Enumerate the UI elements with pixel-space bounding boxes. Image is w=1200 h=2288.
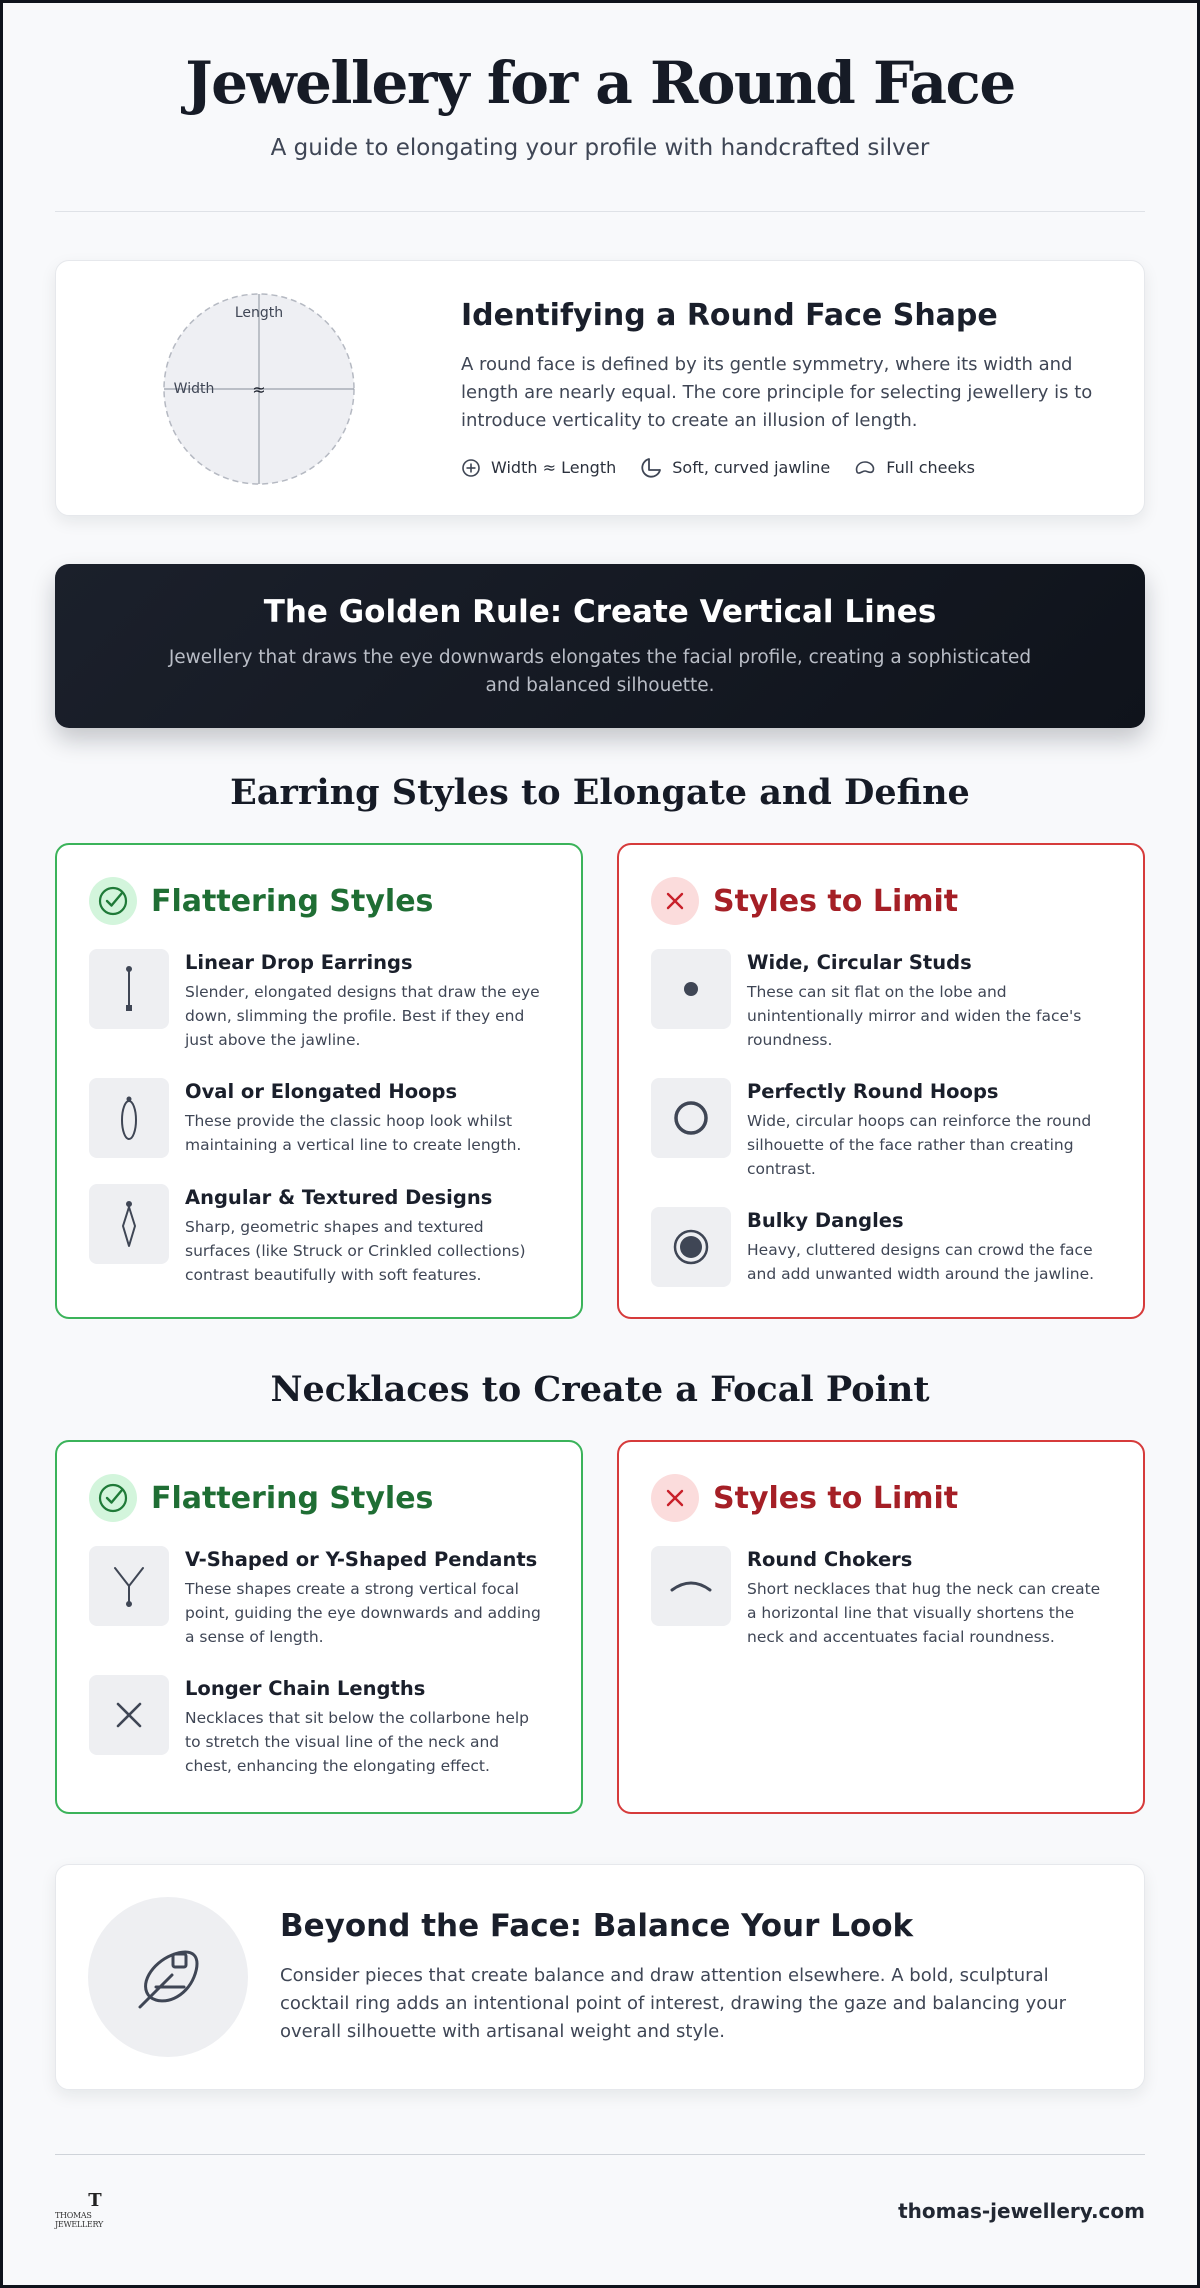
- angular-drop-icon: [89, 1184, 169, 1264]
- long-chain-icon: [89, 1675, 169, 1755]
- divider: [55, 211, 1145, 212]
- identify-title: Identifying a Round Face Shape: [461, 297, 998, 333]
- item-title: Longer Chain Lengths: [185, 1677, 426, 1700]
- item-title: Oval or Elongated Hoops: [185, 1080, 458, 1103]
- panel-header: [89, 877, 549, 925]
- necklaces-comparison: [55, 1440, 1145, 1814]
- face-diagram: [56, 261, 461, 515]
- website-link[interactable]: thomas-jewellery.com: [898, 2199, 1145, 2223]
- earrings-limit-panel: [617, 843, 1145, 1319]
- choker-icon: [651, 1546, 731, 1626]
- necklaces-section-title: Necklaces to Create a Focal Point: [270, 1369, 930, 1410]
- round-face-diagram: [56, 261, 461, 517]
- trait-label: Full cheeks: [886, 458, 975, 477]
- panel-heading: Flattering Styles: [151, 1480, 434, 1516]
- check-icon: [89, 877, 137, 925]
- earrings-comparison: [55, 843, 1145, 1319]
- list-item: [89, 1546, 549, 1649]
- golden-rule-body: Jewellery that draws the eye downwards elongates the facial profile, creating a sophisticated and balanced silhouette.: [168, 647, 1032, 696]
- trait-label: Soft, curved jawline: [672, 458, 831, 477]
- golden-rule-banner: [55, 564, 1145, 728]
- item-title: V-Shaped or Y-Shaped Pendants: [185, 1548, 538, 1571]
- plus-circle-icon: [461, 458, 481, 478]
- item-description: These provide the classic hoop look whilst maintaining a vertical line to create length.: [185, 1112, 522, 1154]
- item-description: Slender, elongated designs that draw the eye down, slimming the profile. Best if they end just above the jawline.: [185, 983, 540, 1049]
- panel-header: [651, 1474, 1111, 1522]
- identify-body: A round face is defined by its gentle symmetry, where its width and length are nearly equal. The core principle for selecting jewellery is to introduce verticality to create an illusion of length.: [461, 353, 1093, 431]
- y-pendant-icon: [89, 1546, 169, 1626]
- beyond-text: [280, 1908, 1112, 2046]
- list-item: [651, 1078, 1111, 1181]
- item-title: Round Chokers: [747, 1548, 913, 1571]
- item-title: Linear Drop Earrings: [185, 951, 413, 974]
- header: [55, 3, 1145, 161]
- trait-list: [461, 457, 1104, 479]
- oval-hoop-icon: [89, 1078, 169, 1158]
- earrings-flattering-panel: [55, 843, 583, 1319]
- item-description: Wide, circular hoops can reinforce the round silhouette of the face rather than creating contrast.: [747, 1112, 1092, 1178]
- item-description: Necklaces that sit below the collarbone help to stretch the visual line of the neck and chest, enhancing the elongating effect.: [185, 1709, 530, 1775]
- beyond-body: Consider pieces that create balance and draw attention elsewhere. A bold, sculptural cocktail ring adds an intentional point of interest, drawing the gaze and balancing your overall silhouette with artisanal weight and style.: [280, 1965, 1067, 2042]
- list-item: [89, 1184, 549, 1287]
- list-item: [89, 1675, 549, 1778]
- panel-header: [89, 1474, 549, 1522]
- item-title: Perfectly Round Hoops: [747, 1080, 999, 1103]
- jawline-icon: [640, 457, 662, 479]
- stud-icon: [651, 949, 731, 1029]
- page-subtitle: A guide to elongating your profile with handcrafted silver: [270, 135, 930, 161]
- item-description: Heavy, cluttered designs can crowd the face and add unwanted width around the jawline.: [747, 1241, 1095, 1283]
- list-item: [651, 1207, 1111, 1287]
- list-item: [89, 1078, 549, 1158]
- panel-heading: Styles to Limit: [713, 883, 959, 919]
- cheek-icon: [854, 460, 876, 476]
- item-description: Short necklaces that hug the neck can create a horizontal line that visually shortens the neck and accentuates facial roundness.: [747, 1580, 1101, 1646]
- identify-text: [461, 298, 1144, 479]
- ring-feather-icon: [88, 1897, 248, 2057]
- trait-label: Width ≈ Length: [491, 458, 617, 477]
- logo-mark: T: [88, 2190, 102, 2211]
- necklaces-flattering-panel: [55, 1440, 583, 1814]
- golden-rule-title: The Golden Rule: Create Vertical Lines: [263, 594, 937, 630]
- necklaces-limit-panel: [617, 1440, 1145, 1814]
- linear-drop-icon: [89, 949, 169, 1029]
- item-title: Wide, Circular Studs: [747, 951, 972, 974]
- trait-width-length: [461, 457, 616, 479]
- panel-heading: Styles to Limit: [713, 1480, 959, 1516]
- item-description: Sharp, geometric shapes and textured surfaces (like Struck or Crinkled collections) contrast beautifully with soft features.: [185, 1218, 526, 1284]
- list-item: [651, 949, 1111, 1052]
- item-description: These shapes create a strong vertical focal point, guiding the eye downwards and adding a sense of length.: [185, 1580, 541, 1646]
- trait-jawline: [640, 457, 830, 479]
- list-item: [89, 949, 549, 1052]
- footer: [55, 2190, 1145, 2229]
- trait-cheeks: [854, 457, 975, 479]
- earrings-section-title: Earring Styles to Elongate and Define: [230, 772, 970, 813]
- item-title: Angular & Textured Designs: [185, 1186, 493, 1209]
- cross-icon: [651, 1474, 699, 1522]
- identify-card: [55, 260, 1145, 516]
- list-item: [651, 1546, 1111, 1649]
- bulky-dangle-icon: [651, 1207, 731, 1287]
- check-icon: [89, 1474, 137, 1522]
- item-title: Bulky Dangles: [747, 1209, 904, 1232]
- beyond-card: [55, 1864, 1145, 2090]
- approx-label: ≈: [252, 380, 266, 399]
- logo-text: THOMAS JEWELLERY: [55, 2211, 103, 2229]
- beyond-title: Beyond the Face: Balance Your Look: [280, 1908, 914, 1944]
- brand-logo[interactable]: [55, 2190, 135, 2229]
- panel-heading: Flattering Styles: [151, 883, 434, 919]
- page-title: Jewellery for a Round Face: [185, 49, 1015, 117]
- footer-divider: [55, 2154, 1145, 2155]
- panel-header: [651, 877, 1111, 925]
- length-label: Length: [234, 305, 284, 321]
- cross-icon: [651, 877, 699, 925]
- round-hoop-icon: [651, 1078, 731, 1158]
- width-label: Width: [173, 381, 215, 397]
- item-description: These can sit flat on the lobe and unintentionally mirror and widen the face's roundness.: [747, 983, 1082, 1049]
